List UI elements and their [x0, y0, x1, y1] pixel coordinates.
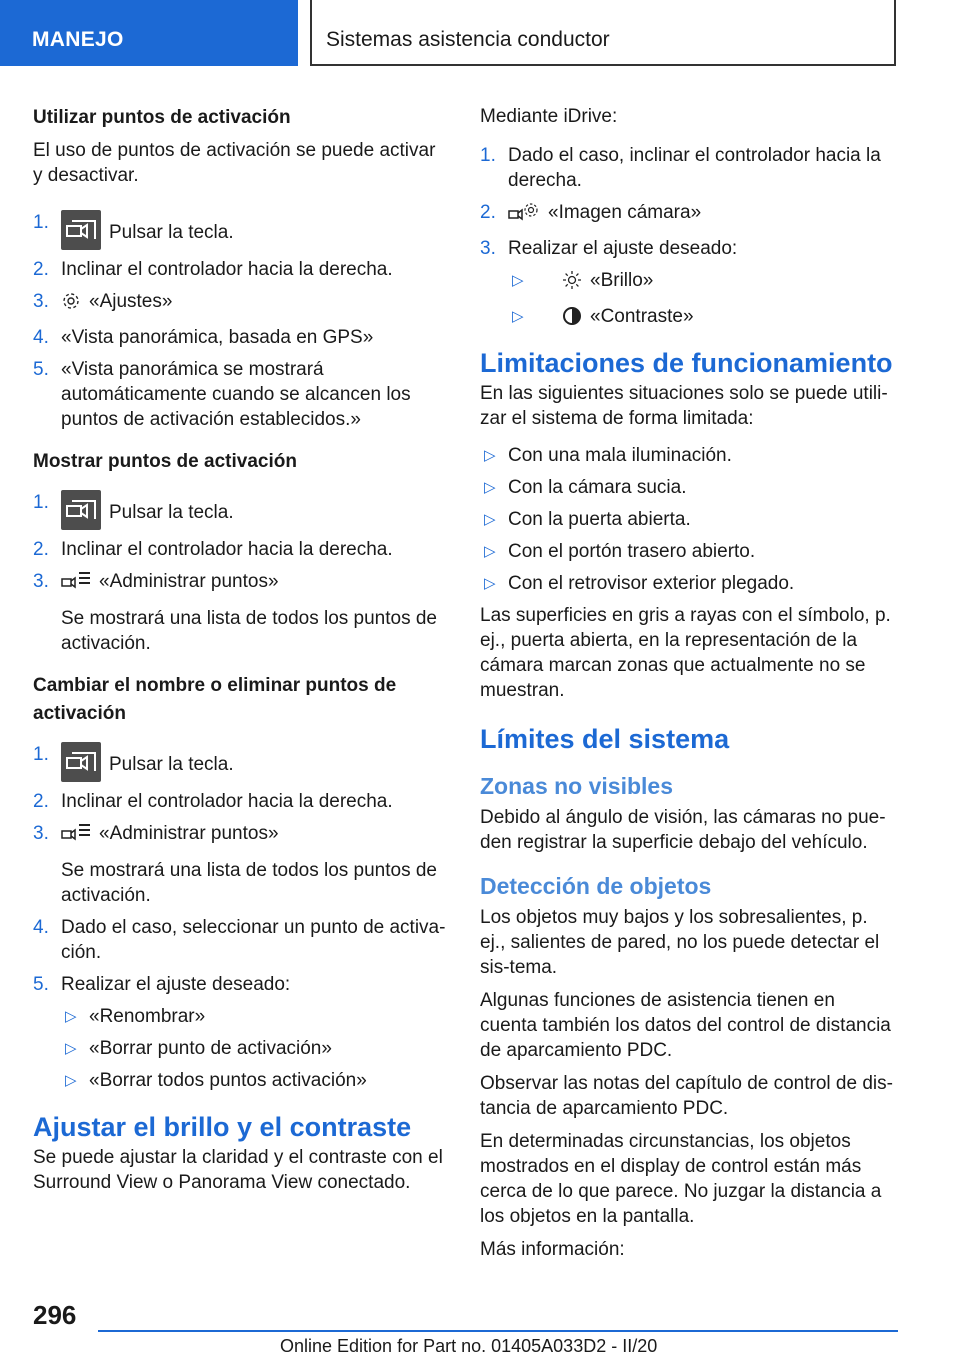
options-list — [61, 1004, 448, 1093]
paragraph: En las siguientes situaciones solo se puede utili-zar el sistema de forma limitada: — [480, 383, 888, 429]
paragraph: Las superficies en gris a rayas con el símbolo, p. ej., puerta abierta, en la representación de la cámara marcan zonas que actualmente no se muestran. — [480, 605, 891, 701]
list-item: 3. «Administrar puntos» Se mostrará una lista de todos los puntos de activación. — [33, 821, 448, 908]
triangle-bullet-icon: ▷ — [484, 575, 496, 592]
heading-hidden-zones: Zonas no visibles — [480, 773, 673, 799]
contrast-icon — [562, 306, 582, 333]
list-item: ▷ «Brillo» — [508, 268, 896, 297]
steps-list — [33, 742, 448, 1093]
paragraph: Más información: — [480, 1239, 625, 1260]
steps-list — [480, 143, 896, 333]
step-note: Se mostrará una lista de todos los puntos de activación. — [61, 860, 438, 906]
list-item: 2. Inclinar el controlador hacia la derecha. — [33, 539, 393, 560]
page-number: 296 — [33, 1300, 77, 1330]
list-item: ▷ Con la cámara sucia. — [484, 477, 687, 498]
camera-settings-icon — [508, 202, 540, 229]
paragraph: Se puede ajustar la claridad y el contraste con el Surround View o Panorama View conectado. — [33, 1147, 443, 1193]
list-item: 2. Inclinar el controlador hacia la derecha. — [33, 791, 393, 812]
section-title: MANEJO — [32, 28, 124, 51]
list-item: 1. Dado el caso, inclinar el controlador hacia la derecha. — [480, 145, 881, 191]
paragraph: El uso de puntos de activación se puede activar y desactivar. — [33, 140, 436, 186]
footer-divider — [98, 1330, 898, 1332]
heading-system-limits: Límites del sistema — [480, 724, 730, 754]
camera-button-icon — [61, 210, 101, 250]
bullet-list — [480, 443, 896, 596]
list-item: ▷ Con el retrovisor exterior plegado. — [484, 573, 795, 594]
camera-button-icon — [61, 490, 101, 530]
triangle-bullet-icon: ▷ — [484, 447, 496, 464]
triangle-bullet-icon: ▷ — [65, 1040, 77, 1057]
triangle-bullet-icon: ▷ — [484, 543, 496, 560]
triangle-bullet-icon: ▷ — [512, 272, 524, 289]
heading-brightness-contrast: Ajustar el brillo y el contraste — [33, 1112, 412, 1142]
steps-list — [33, 210, 448, 432]
camera-button-icon — [61, 742, 101, 782]
list-item: ▷ «Borrar punto de activación» — [65, 1038, 332, 1059]
heading-show-points: Mostrar puntos de activación — [33, 451, 297, 472]
heading-object-detection: Detección de objetos — [480, 873, 712, 899]
paragraph: Los objetos muy bajos y los sobresalientes, p. ej., salientes de pared, no los puede detectar el sis-tema. — [480, 907, 880, 978]
list-item: 4. «Vista panorámica, basada en GPS» — [33, 327, 374, 348]
section-tab — [0, 0, 298, 66]
paragraph: En determinadas circunstancias, los objetos mostrados en el display de control están más cerca de lo que parece. No juzgar la distancia a los objetos en la pantalla. — [480, 1131, 882, 1227]
triangle-bullet-icon: ▷ — [65, 1072, 77, 1089]
triangle-bullet-icon: ▷ — [512, 308, 524, 325]
camera-list-icon — [61, 571, 91, 598]
gear-icon — [61, 291, 81, 318]
list-item: 2. «Imagen cámara» — [480, 200, 896, 229]
heading-rename-points: Cambiar el nombre o eliminar puntos de activación — [33, 675, 397, 724]
list-item: 3. Realizar el ajuste deseado: ▷ «Brillo» ▷ «Contraste» — [480, 236, 896, 333]
list-item: 3. «Administrar puntos» Se mostrará una lista de todos los puntos de activación. — [33, 569, 448, 656]
left-column — [33, 104, 448, 1203]
list-item: 5. «Vista panorámica se mostrará automáticamente cuando se alcancen los puntos de activación establecidos.» — [33, 359, 411, 430]
list-item: 4. Dado el caso, seleccionar un punto de activa-ción. — [33, 917, 446, 963]
brightness-icon — [562, 270, 582, 297]
triangle-bullet-icon: ▷ — [484, 479, 496, 496]
paragraph: Mediante iDrive: — [480, 106, 618, 127]
right-column — [480, 104, 896, 1270]
list-item: 1. Pulsar la tecla. — [33, 490, 448, 530]
chapter-tab — [310, 0, 896, 66]
camera-list-icon — [61, 823, 91, 850]
list-item: ▷ «Borrar todos puntos activación» — [65, 1070, 367, 1091]
options-list — [508, 268, 896, 333]
list-item: 3. «Ajustes» — [33, 289, 448, 318]
chapter-title: Sistemas asistencia conductor — [326, 28, 610, 51]
list-item: ▷ «Renombrar» — [65, 1006, 206, 1027]
heading-use-points: Utilizar puntos de activación — [33, 107, 291, 128]
list-item: ▷ «Contraste» — [508, 304, 896, 333]
list-item: ▷ Con una mala iluminación. — [484, 445, 732, 466]
step-note: Se mostrará una lista de todos los puntos de activación. — [61, 608, 438, 654]
list-item: 1. Pulsar la tecla. — [33, 742, 448, 782]
list-item: 2. Inclinar el controlador hacia la derecha. — [33, 259, 393, 280]
list-item: 5. Realizar el ajuste deseado: ▷ «Renombrar» ▷ «Borrar punto de activación» ▷ «Borrar todos puntos activación» — [33, 972, 448, 1093]
paragraph: Debido al ángulo de visión, las cámaras no pue-den registrar la superficie debajo del vehículo. — [480, 807, 886, 853]
steps-list — [33, 490, 448, 656]
list-item: 1. Pulsar la tecla. — [33, 210, 448, 250]
footer-edition: Online Edition for Part no. 01405A033D2 - II/20 — [280, 1336, 658, 1356]
heading-limitations: Limitaciones de funcionamiento — [480, 348, 893, 378]
triangle-bullet-icon: ▷ — [65, 1008, 77, 1025]
list-item: ▷ Con la puerta abierta. — [484, 509, 691, 530]
triangle-bullet-icon: ▷ — [484, 511, 496, 528]
paragraph: Observar las notas del capítulo de control de dis-tancia de aparcamiento PDC. — [480, 1073, 893, 1119]
paragraph: Algunas funciones de asistencia tienen en cuenta también los datos del control de distancia de aparcamiento PDC. — [480, 990, 891, 1061]
list-item: ▷ Con el portón trasero abierto. — [484, 541, 756, 562]
